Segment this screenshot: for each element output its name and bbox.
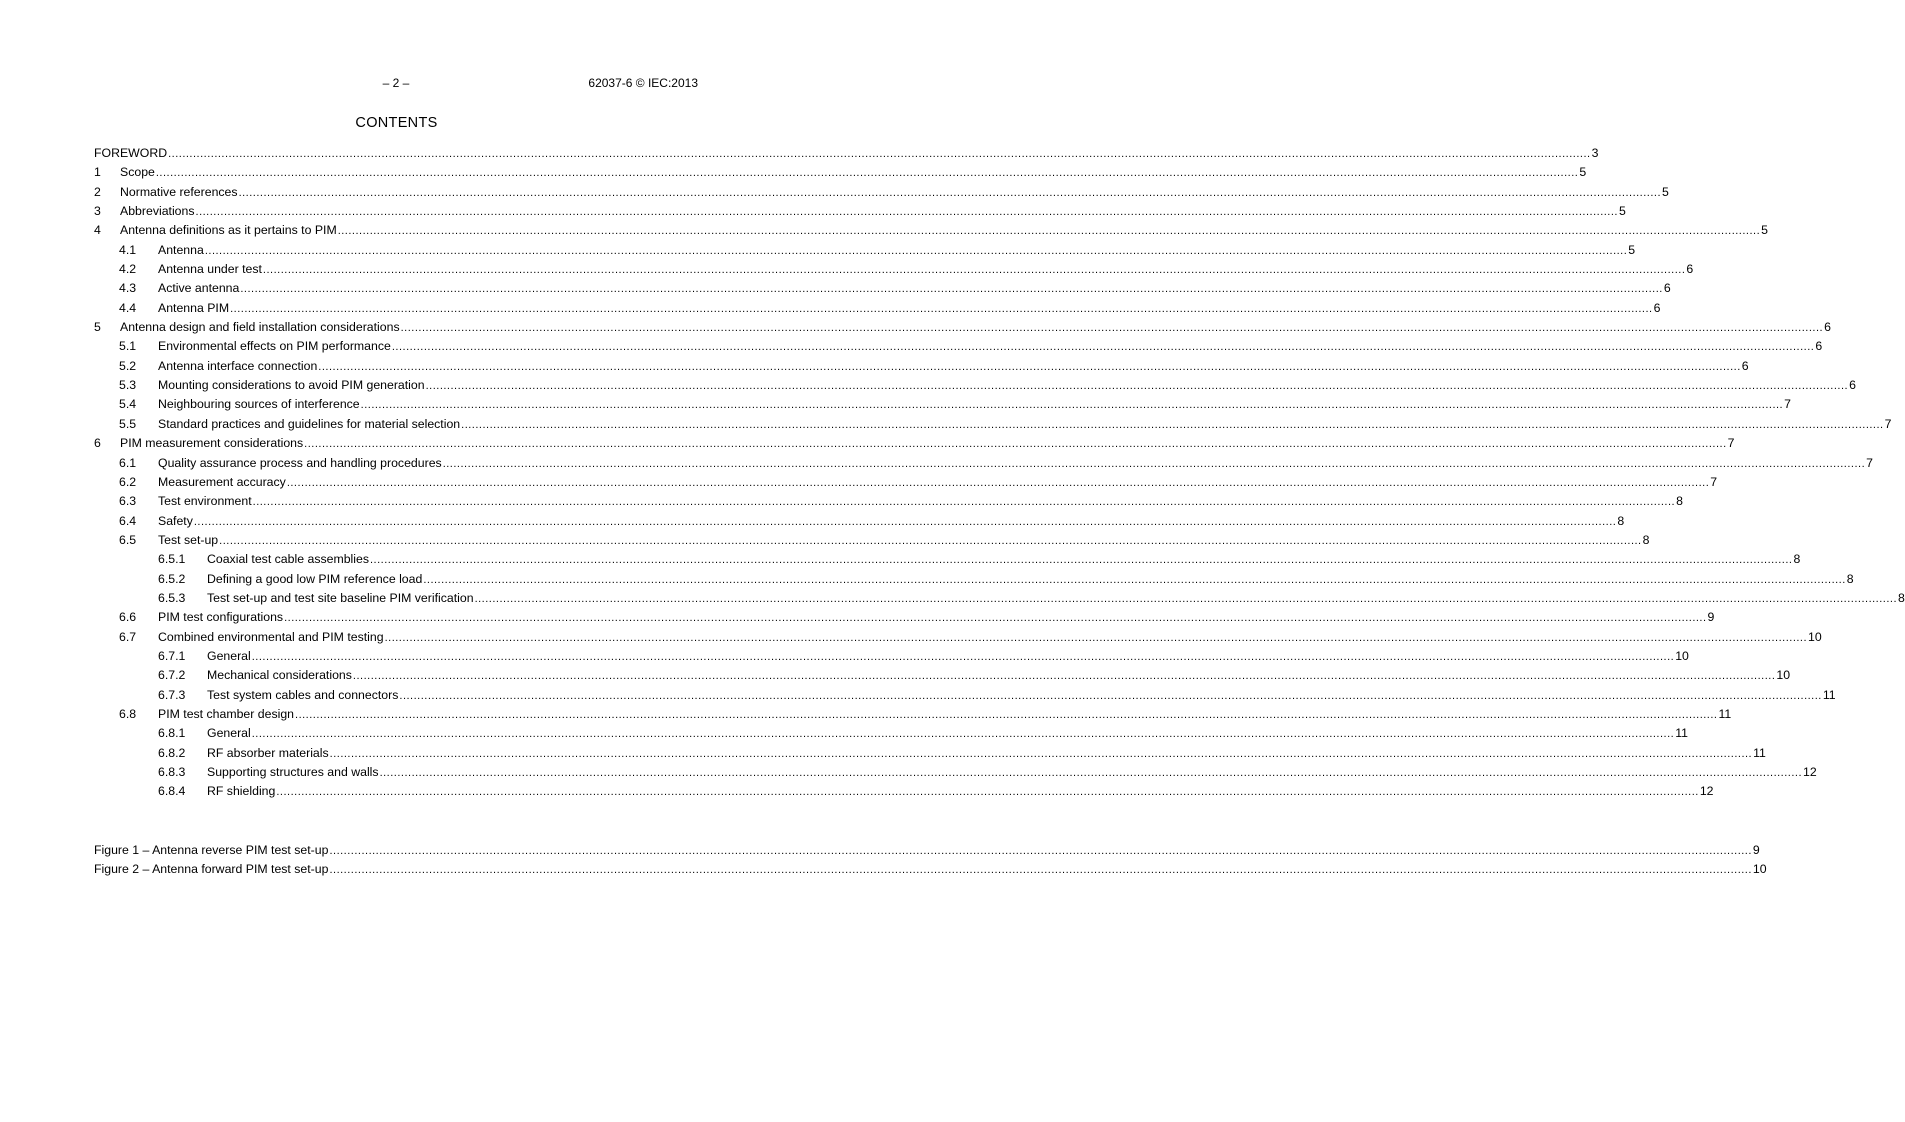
figure-entry-title: Figure 1 – Antenna reverse PIM test set-up	[94, 841, 329, 860]
toc-entry-page: 12	[1802, 763, 1817, 782]
toc-entry-page: 10	[1775, 666, 1790, 685]
toc-entry-leader-line	[207, 686, 1836, 706]
table-of-contents	[94, 144, 1905, 802]
toc-entry-number: 3	[94, 204, 101, 219]
dot-leader: ................................................................................................................................................................................................................................................................................................................................................................................................................	[219, 534, 1642, 547]
toc-entry-leader-line	[158, 241, 1636, 261]
toc-entry[interactable]	[94, 550, 1801, 569]
figure-entry[interactable]	[94, 841, 1760, 860]
figure-entry-page: 9	[1752, 841, 1760, 860]
toc-entry[interactable]	[94, 724, 1688, 743]
figure-entry-title: Figure 2 – Antenna forward PIM test set-up	[94, 860, 329, 879]
toc-entry-leader-line	[120, 318, 1831, 338]
dot-leader: ................................................................................................................................................................................................................................................................................................................................................................................................................	[230, 302, 1653, 315]
toc-entry-title: Neighbouring sources of interference	[158, 395, 361, 414]
toc-entry-number: 4.2	[119, 262, 137, 277]
dot-leader: ................................................................................................................................................................................................................................................................................................................................................................................................................	[474, 592, 1898, 605]
toc-entry-page: 11	[1717, 705, 1731, 724]
document-id: 62037-6 © IEC:2013	[588, 76, 698, 90]
toc-entry[interactable]	[94, 318, 1831, 337]
toc-entry-leader-line	[207, 647, 1689, 667]
dot-leader: ................................................................................................................................................................................................................................................................................................................................................................................................................	[195, 206, 1618, 219]
toc-entry-page: 5	[1578, 163, 1586, 182]
toc-entry-page: 7	[1709, 473, 1717, 492]
toc-entry-title: General	[207, 724, 252, 743]
toc-entry-title: Active antenna	[158, 279, 240, 298]
dot-leader: ................................................................................................................................................................................................................................................................................................................................................................................................................	[155, 167, 1579, 180]
toc-entry-title: Antenna PIM	[158, 299, 230, 318]
toc-entry[interactable]	[94, 666, 1791, 685]
toc-entry-page: 8	[1792, 550, 1800, 569]
page-number: – 2 –	[382, 76, 410, 90]
toc-entry-leader-line	[158, 531, 1650, 551]
toc-entry-title: Environmental effects on PIM performance	[158, 337, 392, 356]
dot-leader: ................................................................................................................................................................................................................................................................................................................................................................................................................	[276, 786, 1699, 799]
toc-entry-number: 6.7.3	[158, 687, 186, 702]
toc-entry-number: 5	[94, 320, 101, 335]
toc-entry-title: Safety	[158, 512, 194, 531]
toc-entry-number: 5.5	[119, 416, 137, 431]
figure-entry[interactable]	[94, 860, 1767, 879]
dot-leader: ................................................................................................................................................................................................................................................................................................................................................................................................................	[379, 767, 1803, 779]
toc-entry[interactable]	[94, 744, 1766, 763]
toc-entry-leader-line	[158, 415, 1892, 435]
dot-leader: ................................................................................................................................................................................................................................................................................................................................................................................................................	[370, 554, 1793, 567]
toc-entry-page: 8	[1897, 589, 1905, 608]
toc-entry-title: Normative references	[120, 183, 239, 202]
toc-entry-page: 11	[1674, 724, 1688, 743]
dot-leader: ................................................................................................................................................................................................................................................................................................................................................................................................................	[400, 322, 1824, 335]
page-title: CONTENTS	[355, 115, 438, 131]
toc-entry-page: 5	[1760, 221, 1768, 240]
toc-entry-title: Measurement accuracy	[158, 473, 287, 492]
toc-entry[interactable]	[94, 531, 1650, 550]
toc-entry-title: PIM test chamber design	[158, 705, 295, 724]
toc-entry-page: 7	[1783, 395, 1791, 414]
toc-entry-title: Test set-up and test site baseline PIM verification	[207, 589, 475, 608]
toc-entry-number: 5.1	[119, 339, 137, 354]
toc-entry-page: 8	[1846, 570, 1854, 589]
toc-entry-title: Standard practices and guidelines for material selection	[158, 415, 461, 434]
toc-entry-page: 9	[1707, 608, 1715, 627]
toc-entry-leader-line	[158, 705, 1732, 725]
toc-entry-number: 5.4	[119, 397, 137, 412]
toc-entry-leader-line	[158, 454, 1873, 474]
toc-entry[interactable]	[94, 183, 1669, 202]
toc-entry-title: Antenna interface connection	[158, 357, 318, 376]
toc-entry-number: 1	[94, 165, 101, 180]
page-header	[94, 76, 698, 92]
toc-entry-leader-line	[158, 279, 1671, 299]
dot-leader: ................................................................................................................................................................................................................................................................................................................................................................................................................	[461, 418, 1884, 431]
toc-entry[interactable]	[94, 492, 1683, 511]
toc-entry-page: 5	[1627, 241, 1635, 260]
toc-entry-page: 8	[1642, 531, 1650, 550]
dot-leader: ................................................................................................................................................................................................................................................................................................................................................................................................................	[304, 438, 1727, 451]
toc-entry-title: PIM test configurations	[158, 608, 284, 627]
toc-entry-title: Antenna under test	[158, 260, 263, 279]
toc-entry-leader-line	[158, 628, 1822, 648]
toc-entry-leader-line	[120, 221, 1768, 241]
toc-entry-page: 8	[1616, 512, 1624, 531]
toc-entry-page: 6	[1848, 376, 1856, 395]
toc-entry-page: 11	[1822, 686, 1836, 705]
toc-entry-number: 6.5.1	[158, 552, 186, 567]
toc-entry-leader-line	[158, 337, 1823, 357]
toc-entry[interactable]	[94, 763, 1817, 782]
toc-entry[interactable]	[94, 473, 1718, 492]
toc-entry-title: Test environment	[158, 492, 253, 511]
toc-entry[interactable]	[94, 299, 1661, 318]
toc-entry-leader-line	[207, 666, 1791, 686]
toc-entry-leader-line	[158, 260, 1694, 280]
dot-leader: ................................................................................................................................................................................................................................................................................................................................................................................................................	[284, 612, 1707, 625]
toc-entry[interactable]	[94, 337, 1823, 356]
toc-entry-leader-line	[158, 395, 1791, 415]
dot-leader: ................................................................................................................................................................................................................................................................................................................................................................................................................	[360, 399, 1784, 412]
toc-entry-title: Coaxial test cable assemblies	[207, 550, 370, 569]
dot-leader: ................................................................................................................................................................................................................................................................................................................................................................................................................	[168, 148, 1591, 160]
toc-entry-title: Mechanical considerations	[207, 666, 353, 685]
toc-entry-title: RF shielding	[207, 782, 276, 801]
toc-entry-number: 6.1	[119, 455, 137, 470]
toc-entry-number: 4.1	[119, 242, 137, 257]
toc-entry[interactable]	[94, 415, 1892, 434]
toc-entry-page: 6	[1685, 260, 1693, 279]
toc-entry[interactable]	[94, 434, 1735, 453]
toc-entry-leader-line	[158, 376, 1856, 396]
toc-entry[interactable]	[94, 589, 1905, 608]
toc-entry-number: 6.4	[119, 513, 137, 528]
toc-entry-page: 3	[1591, 144, 1599, 163]
toc-entry-number: 6.5	[119, 532, 137, 547]
dot-leader: ................................................................................................................................................................................................................................................................................................................................................................................................................	[238, 186, 1662, 199]
toc-entry[interactable]	[94, 357, 1749, 376]
toc-entry-page: 8	[1675, 492, 1683, 511]
toc-entry-leader-line	[158, 512, 1625, 532]
toc-entry-leader-line	[207, 550, 1801, 570]
toc-entry-title: Test set-up	[158, 531, 219, 550]
toc-entry-number: 2	[94, 184, 101, 199]
toc-entry-leader-line	[207, 589, 1905, 609]
toc-entry[interactable]	[94, 376, 1856, 395]
dot-leader: ................................................................................................................................................................................................................................................................................................................................................................................................................	[240, 283, 1663, 296]
toc-entry-page: 12	[1699, 782, 1714, 801]
toc-entry-leader-line	[120, 163, 1587, 183]
toc-entry-number: 5.2	[119, 358, 137, 373]
dot-leader: ................................................................................................................................................................................................................................................................................................................................................................................................................	[337, 225, 1761, 238]
dot-leader: ................................................................................................................................................................................................................................................................................................................................................................................................................	[286, 476, 1710, 489]
toc-entry-number: 5.3	[119, 378, 137, 393]
toc-entry-number: 4	[94, 223, 101, 238]
toc-entry[interactable]	[94, 144, 1599, 163]
toc-entry-title: Antenna design and field installation considerations	[120, 318, 401, 337]
toc-entry-leader-line	[94, 841, 1760, 861]
toc-entry-leader-line	[158, 299, 1661, 319]
toc-entry-page: 5	[1618, 202, 1626, 221]
toc-entry-leader-line	[120, 434, 1735, 454]
toc-entry-page: 7	[1884, 415, 1892, 434]
toc-entry[interactable]	[94, 647, 1689, 666]
dot-leader: ................................................................................................................................................................................................................................................................................................................................................................................................................	[423, 573, 1846, 586]
dot-leader: ................................................................................................................................................................................................................................................................................................................................................................................................................	[262, 264, 1686, 277]
toc-entry-number: 4.4	[119, 300, 137, 315]
toc-entry-leader-line	[207, 744, 1766, 764]
toc-entry-title: Abbreviations	[120, 202, 196, 221]
toc-entry[interactable]	[94, 782, 1714, 801]
toc-entry[interactable]	[94, 395, 1791, 414]
list-of-figures	[94, 841, 1767, 880]
toc-entry-leader-line	[94, 144, 1599, 164]
toc-entry[interactable]	[94, 221, 1768, 240]
toc-entry-number: 6.6	[119, 610, 137, 625]
toc-entry[interactable]	[94, 512, 1625, 531]
toc-entry-leader-line	[158, 492, 1683, 512]
toc-entry-leader-line	[207, 782, 1714, 802]
toc-entry-title: Test system cables and connectors	[207, 686, 399, 705]
toc-entry-number: 6.8.1	[158, 726, 186, 741]
figure-entry-page: 10	[1752, 860, 1767, 879]
dot-leader: ................................................................................................................................................................................................................................................................................................................................................................................................................	[329, 845, 1752, 857]
dot-leader: ................................................................................................................................................................................................................................................................................................................................................................................................................	[251, 650, 1675, 663]
toc-entry-number: 6.5.2	[158, 571, 186, 586]
toc-entry-title: Antenna definitions as it pertains to PIM	[120, 221, 338, 240]
toc-entry-leader-line	[158, 357, 1749, 377]
toc-entry-leader-line	[207, 724, 1688, 744]
toc-entry[interactable]	[94, 202, 1626, 221]
toc-entry-page: 7	[1865, 454, 1873, 473]
toc-entry-leader-line	[120, 202, 1626, 222]
toc-entry[interactable]	[94, 686, 1836, 705]
toc-entry-page: 6	[1663, 279, 1671, 298]
toc-entry-title: FOREWORD	[94, 144, 168, 163]
dot-leader: ................................................................................................................................................................................................................................................................................................................................................................................................................	[384, 631, 1808, 644]
toc-entry[interactable]	[94, 705, 1732, 724]
toc-entry-number: 6.5.3	[158, 590, 186, 605]
toc-entry[interactable]	[94, 608, 1715, 627]
toc-entry-title: PIM measurement considerations	[120, 434, 304, 453]
toc-entry-page: 6	[1823, 318, 1831, 337]
dot-leader: ................................................................................................................................................................................................................................................................................................................................................................................................................	[204, 244, 1628, 257]
toc-entry[interactable]	[94, 570, 1854, 589]
toc-entry-page: 6	[1653, 299, 1661, 318]
dot-leader: ................................................................................................................................................................................................................................................................................................................................................................................................................	[252, 496, 1676, 509]
toc-entry-title: RF absorber materials	[207, 744, 330, 763]
toc-entry-number: 6.8.3	[158, 765, 186, 779]
toc-entry-page: 6	[1814, 337, 1822, 356]
toc-entry-number: 6.7	[119, 629, 137, 644]
toc-entry-title: Scope	[120, 163, 156, 182]
toc-entry-title: General	[207, 647, 252, 666]
toc-entry-number: 6.8.4	[158, 784, 186, 799]
dot-leader: ................................................................................................................................................................................................................................................................................................................................................................................................................	[329, 864, 1752, 877]
dot-leader: ................................................................................................................................................................................................................................................................................................................................................................................................................	[329, 747, 1753, 760]
dot-leader: ................................................................................................................................................................................................................................................................................................................................................................................................................	[391, 341, 1815, 354]
toc-entry-leader-line	[120, 183, 1669, 203]
toc-entry-number: 6.7.1	[158, 648, 186, 663]
toc-entry-number: 6.7.2	[158, 668, 186, 683]
toc-entry-number: 6.3	[119, 494, 137, 509]
toc-entry[interactable]	[94, 163, 1587, 182]
toc-entry-number: 6	[94, 436, 101, 451]
dot-leader: ................................................................................................................................................................................................................................................................................................................................................................................................................	[295, 708, 1718, 721]
toc-entry-page: 7	[1727, 434, 1735, 453]
toc-entry[interactable]	[94, 279, 1671, 298]
toc-entry-leader-line	[158, 473, 1718, 493]
toc-entry-title: Supporting structures and walls	[207, 763, 380, 782]
toc-entry-title: Mounting considerations to avoid PIM generation	[158, 376, 426, 395]
dot-leader: ................................................................................................................................................................................................................................................................................................................................................................................................................	[251, 728, 1675, 741]
toc-entry-title: Combined environmental and PIM testing	[158, 628, 385, 647]
toc-entry-number: 6.8	[119, 706, 137, 721]
toc-entry-page: 6	[1741, 357, 1749, 376]
toc-entry-title: Quality assurance process and handling procedures	[158, 454, 443, 473]
dot-leader: ................................................................................................................................................................................................................................................................................................................................................................................................................	[399, 689, 1822, 702]
toc-entry[interactable]	[94, 628, 1822, 647]
toc-entry[interactable]	[94, 454, 1873, 473]
dot-leader: ................................................................................................................................................................................................................................................................................................................................................................................................................	[442, 457, 1866, 470]
toc-entry-number: 6.2	[119, 474, 137, 489]
toc-entry-leader-line	[207, 763, 1817, 783]
toc-entry-number: 6.8.2	[158, 745, 186, 760]
toc-entry-leader-line	[207, 570, 1854, 590]
toc-entry-page: 11	[1752, 744, 1766, 763]
toc-entry-title: Antenna	[158, 241, 205, 260]
toc-entry[interactable]	[94, 241, 1636, 260]
toc-entry[interactable]	[94, 260, 1694, 279]
toc-entry-number: 4.3	[119, 281, 137, 296]
dot-leader: ................................................................................................................................................................................................................................................................................................................................................................................................................	[425, 380, 1849, 393]
dot-leader: ................................................................................................................................................................................................................................................................................................................................................................................................................	[352, 670, 1776, 683]
toc-entry-leader-line	[94, 860, 1767, 880]
toc-entry-title: Defining a good low PIM reference load	[207, 570, 423, 589]
toc-entry-leader-line	[158, 608, 1715, 628]
dot-leader: ................................................................................................................................................................................................................................................................................................................................................................................................................	[318, 360, 1741, 373]
dot-leader: ................................................................................................................................................................................................................................................................................................................................................................................................................	[193, 515, 1617, 528]
toc-entry-page: 5	[1661, 183, 1669, 202]
toc-entry-page: 10	[1807, 628, 1822, 647]
toc-entry-page: 10	[1674, 647, 1689, 666]
